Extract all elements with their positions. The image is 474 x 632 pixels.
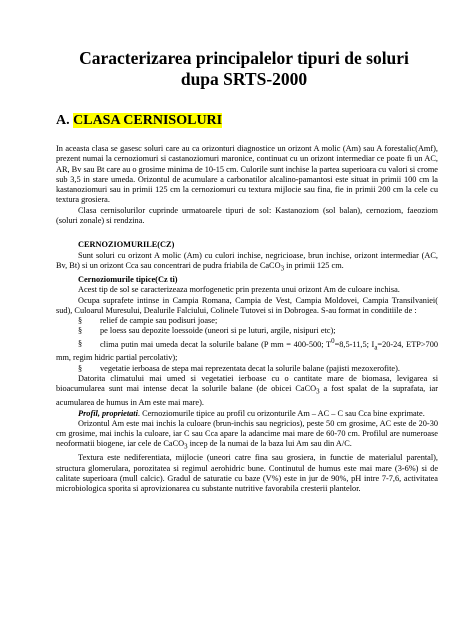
bullet-symbol: § <box>78 363 83 373</box>
bullet-symbol: § <box>78 339 83 349</box>
tipice-heading: Cernoziomurile tipice(Cz ti) <box>78 274 178 284</box>
orizont-text-a: Orizontul Am este mai inchis la culoare (brun-inchis sau negricios), peste 50 cm grosime, AC este de 20-30 cm grosime, mai inchis la culoare, iar C sau Cca apare la adancime mai mare de 60-70 cm. Profilul are numeroase neoformatii biogene, iar cele de CaCO <box>56 418 438 449</box>
orizont-text-b: incep de la numai de la baza lui Am sau din A/C. <box>187 439 352 449</box>
intro-paragraph-2: Clasa cernisolurilor cuprinde urmatoarele tipuri de sol: Kastanoziom (sol balan), cernoziom, faeoziom (soluri zonale) si rendzina. <box>56 205 438 226</box>
bullet-symbol: § <box>78 316 83 326</box>
spacer <box>56 226 438 240</box>
profil-label: Profil, proprietati <box>78 408 138 418</box>
tipice-paragraph-2: Ocupa suprafete intinse in Campia Romana, Campia de Vest, Campia Moldovei, Campia Transilvaniei( sud), Culoarul Muresului, Dealurile Falciului, Colinele Tutovei si in Dobrogea. S-au format in conditiile de : <box>56 295 438 315</box>
datorita-text-b: a fost spalat de la suprafata, iar acumularea de humus in Am este mai mare). <box>56 384 438 408</box>
list-item-text: relief de campie sau podisuri joase; <box>100 316 218 326</box>
intro-paragraph-1: In aceasta clasa se gasesc soluri care au ca orizonturi diagnostice un orizont A molic (Am) sau A forestalic(Amf), prezent numai la cernoziomuri si castanoziomuri maronice, continuat cu un orizont intermediar ce poate fi un AC, AR, Bv sau Bt care au o grosime minima de 10-15 cm. Culorile sunt inchise la partea superioara cu valori si crome sub 3,5 in stare umeda. Orizontul de acumulare a carbonatilor alcalino-pamantosi este situat in primii 100 cm la kastanoziomuri sau in primii 125 cm la cernoziomuri cu textura mijlocie sau fina, fie in primii 200 cm la cele cu textura grosiera. <box>56 144 438 205</box>
list-item <box>56 326 438 336</box>
section-name: CLASA CERNISOLURI <box>73 113 223 128</box>
orizont-paragraph <box>56 419 438 454</box>
tipice-paragraph-1: Acest tip de sol se caracterizeaza morfogenetic prin prezenta unui orizont Am de culoare inchisa. <box>78 285 400 295</box>
title-line-1: Caracterizarea principalelor tipuri de soluri <box>79 48 409 68</box>
clima-superscript: 0 <box>331 337 335 345</box>
cernoziomuri-heading: CERNOZIOMURILE(CZ) <box>78 240 175 250</box>
profil-text: . Cernoziomurile tipice au profil cu orizonturile Am – AC – C sau Cca bine exprimate. <box>137 408 425 418</box>
profil-paragraph <box>56 409 438 419</box>
clima-text-a: clima putin mai umeda decat la solurile balane (P mm = 400-500; T <box>100 339 332 349</box>
cz-text-b: in primii 125 cm. <box>284 260 344 270</box>
section-letter: A. <box>56 113 70 128</box>
datorita-paragraph <box>56 374 438 409</box>
textura-paragraph: Textura este nediferentiata, mijlocie (uneori catre fina sau grosiera, in functie de materialul parental), structura glomerulara, porozitatea si regimul aerohidric bune. Continutul de humus este mai mare (3-6%) si de calitate superioara (mull calcic). Gradul de saturatie cu baze (V%) este in jur de 90%, pH intre 7-7,6, activitatea microbiologica sporita si aprovizionarea cu substante nutritive favorabila cresterii plantelor. <box>56 453 438 494</box>
clima-subscript: a <box>374 344 378 352</box>
list-item-text: vegetatie ierboasa de stepa mai reprezentata decat la solurile balane (pajisti mezoxerofite). <box>100 363 400 373</box>
datorita-subscript: 3 <box>316 388 320 396</box>
orizont-subscript: 3 <box>184 444 188 452</box>
section-heading <box>56 112 438 129</box>
datorita-text-a: Datorita climatului mai umed si vegetatiei ierboase cu o cantitate mare de biomasa, levigarea si bioacumularea sunt mai intense decat la solurile balane (de obicei CaCO <box>56 374 438 394</box>
cernoziomuri-paragraph <box>56 251 438 275</box>
cz-subscript: 3 <box>280 265 285 273</box>
clima-text-b: =8,5-11,5; I <box>334 339 375 349</box>
cz-text-a: Sunt soluri cu orizont A molic (Am) cu culori inchise, negricioase, brun inchise, orizont intermediar (AC, Bv, Bt) si un orizont Cca sau concentrari de pudra friabila de CaCO <box>56 250 438 270</box>
list-item <box>56 316 438 326</box>
clima-text-c: =20-24, ETP>700 mm, regim hidric partial percolativ); <box>56 339 439 363</box>
bullet-symbol: § <box>78 326 83 336</box>
list-item <box>56 364 438 374</box>
list-item <box>56 337 438 364</box>
list-item-text: pe loess sau depozite loessoide (uneori si pe luturi, argile, nisipuri etc); <box>100 326 336 336</box>
document-title <box>56 48 438 90</box>
title-line-2: dupa SRTS-2000 <box>180 69 308 89</box>
